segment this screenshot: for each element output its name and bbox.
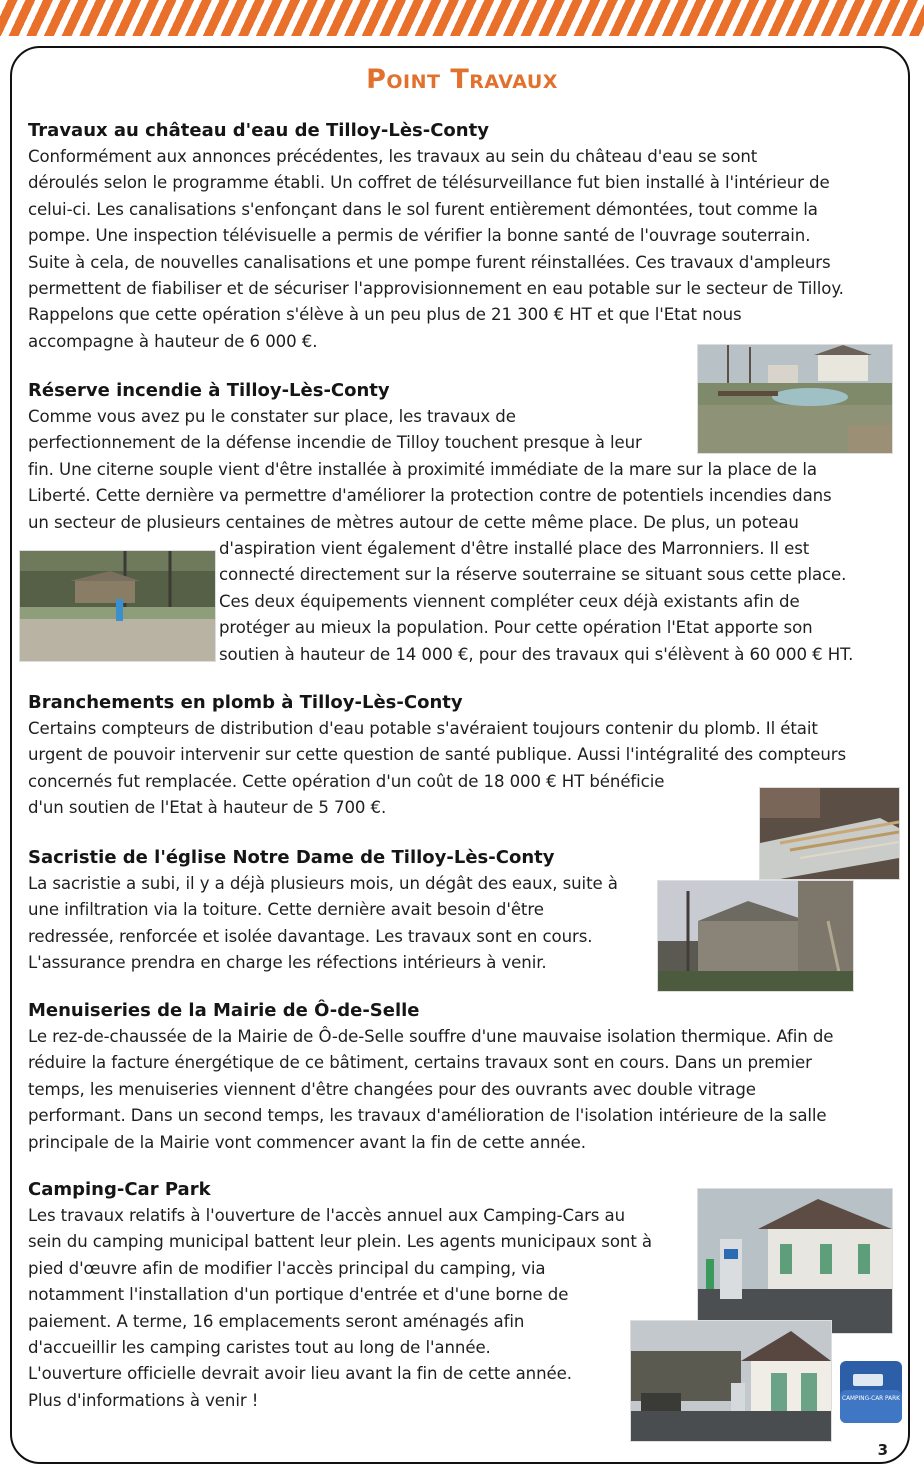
- section-heading: Sacristie de l'église Notre Dame de Tilloy-Lès-Conty: [28, 847, 555, 868]
- logo-text: CAMPING-CAR PARK: [842, 1396, 900, 1402]
- photo-poteau-aspiration: [19, 550, 216, 662]
- section-text: Certains compteurs de distribution d'eau potable s'avéraient toujours contenir du plomb. Il était urgent de pouvoir intervenir sur cette question de santé publique. Aussi l'intégralité des compteurs concernés fut remplacée. Cette opération d'un coût de 18 000 € HT bénéficie d'un soutien de l'Etat à hauteur de 5 700 €.: [28, 719, 847, 818]
- logo-icon: [839, 1360, 903, 1424]
- section-heading: Branchements en plomb à Tilloy-Lès-Conty: [28, 692, 463, 713]
- photo-camping-borne-image: [698, 1189, 892, 1333]
- photo-camping-borne: [697, 1188, 893, 1334]
- page-title: Point Travaux: [366, 64, 558, 95]
- photo-sacristie-image: [658, 881, 853, 991]
- photo-poteau-aspiration-image: [20, 551, 215, 661]
- section-heading: Menuiseries de la Mairie de Ô-de-Selle: [28, 1000, 420, 1021]
- photo-camping-batiment: [630, 1320, 832, 1442]
- photo-camping-batiment-image: [631, 1321, 831, 1441]
- section-heading: Réserve incendie à Tilloy-Lès-Conty: [28, 380, 390, 401]
- section-heading: Camping-Car Park: [28, 1179, 211, 1200]
- section-text: La sacristie a subi, il y a déjà plusieurs mois, un dégât des eaux, suite à une infiltration via la toiture. Cette dernière avait besoin d'être redressée, renforcée et isolée davantage. Les travaux sont en cours. L'assurance prendra en charge les réfections intérieurs à venir.: [28, 874, 618, 973]
- section-menuiseries-mairie: [28, 998, 908, 1156]
- camping-car-park-logo: [839, 1360, 903, 1424]
- section-chateau-eau: [28, 118, 908, 355]
- photo-sacristie: [657, 880, 854, 992]
- section-heading: Travaux au château d'eau de Tilloy-Lès-Conty: [28, 120, 489, 141]
- section-text: Les travaux relatifs à l'ouverture de l'accès annuel aux Camping-Cars au sein du camping municipal battent leur plein. Les agents municipaux sont à pied d'œuvre afin de modifier l'accès principal du camping, via notamment l'installation d'un portique d'entrée et d'une borne de paiement. A terme, 16 emplacements seront aménagés afin d'accueillir les camping caristes tout au long de l'année. L'ouverture officielle devrait avoir lieu avant la fin de cette année. Plus d'informations à venir !: [28, 1206, 652, 1410]
- section-text: Conformément aux annonces précédentes, les travaux au sein du château d'eau se sont déroulés selon le programme établi. Un coffret de télésurveillance fut bien installé à l'intérieur de celui-ci. Les canalisations s'enfonçant dans le sol furent entièrement démontées, tout comme la pompe. Une inspection télévisuelle a permis de vérifier la bonne santé de l'ouvrage souterrain. Suite à cela, de nouvelles canalisations et une pompe furent réinstallées. Ces travaux d'ampleurs permettent de fiabiliser et de sécuriser l'approvisionnement en eau potable sur le secteur de Tilloy. Rappelons que cette opération s'élève à un peu plus de 21 300 € HT et que l'Etat nous accompagne à hauteur de 6 000 €.: [28, 147, 844, 351]
- section-text: Le rez-de-chaussée de la Mairie de Ô-de-Selle souffre d'une mauvaise isolation thermique. Afin de réduire la facture énergétique de ce bâtiment, certains travaux sont en cours. Dans un premier temps, les menuiseries viennent d'être changées pour des ouvrants avec double vitrage performant. Dans un second temps, les travaux d'amélioration de l'isolation intérieure de la salle principale de la Mairie vont commencer avant la fin de cette année.: [28, 1027, 834, 1152]
- page-number: 3: [877, 1441, 888, 1459]
- decorative-stripe-banner: [0, 0, 924, 36]
- section-text: Comme vous avez pu le constater sur place, les travaux de perfectionnement de la défense incendie de Tilloy touchent presque à leur fin. Une citerne souple vient d'être installée à proximité immédiate de la mare sur la place de la Liberté. Cette dernière va permettre d'améliorer la protection contre de potentiels incendies dans un secteur de plusieurs centaines de mètres autour de cette même place. De plus, un poteau d'aspiration vient également d'être installé place des Marronniers. Il est connecté directement sur la réserve souterraine se situant sous cette place. Ces deux équipements viennent compléter ceux déjà existants afin de protéger au mieux la population. Pour cette opération l'Etat apporte son soutien à hauteur de 14 000 €, pour des travaux qui s'élèvent à 60 000 € HT.: [28, 407, 854, 664]
